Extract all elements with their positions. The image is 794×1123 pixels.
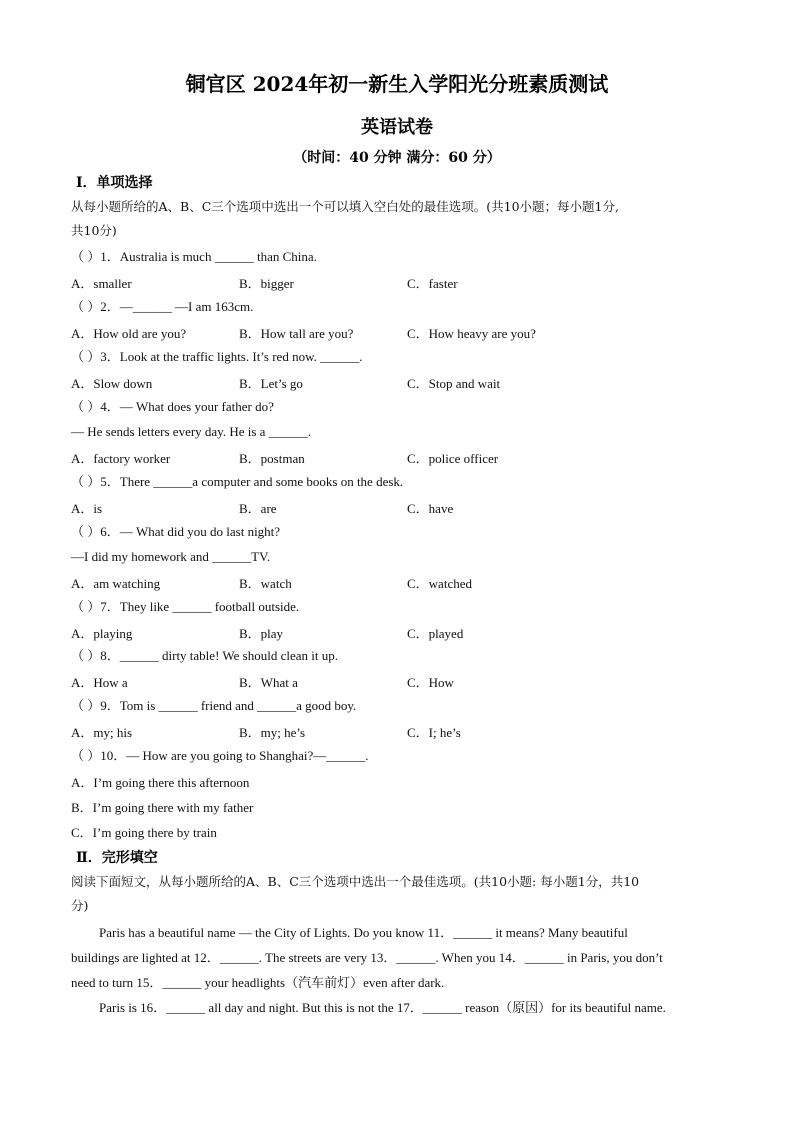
question-stem: （ ）5．There ______a computer and some books on the desk. <box>71 474 404 489</box>
section-heading-cloze: Ⅱ．完形填空 <box>76 850 158 866</box>
option-b[interactable]: B．Let’s go <box>239 376 303 391</box>
option-c[interactable]: C．I’m going there by train <box>71 825 217 840</box>
question-stem: （ ）2．—______ —I am 163cm. <box>71 299 254 314</box>
option-b[interactable]: B．play <box>239 626 284 641</box>
option-c[interactable]: C．How heavy are you? <box>407 326 536 341</box>
question-stem: （ ）8．______ dirty table! We should clean it up. <box>71 648 338 663</box>
passage-line: Paris has a beautiful name — the City of Lights. Do you know 11．______ it means? Many beautiful <box>99 925 628 940</box>
option-c[interactable]: C．How <box>407 675 454 690</box>
question-stem: （ ）10．— How are you going to Shanghai?—______. <box>71 748 369 763</box>
option-c[interactable]: C．have <box>407 501 454 516</box>
question-stem: （ ）6．— What did you do last night? <box>71 524 281 539</box>
question-stem-cont: — He sends letters every day. He is a ______. <box>71 424 311 439</box>
passage-line: Paris is 16．______ all day and night. But this is not the 17．______ reason（原因）for its beautiful name. <box>99 1000 666 1015</box>
option-a[interactable]: A．smaller <box>71 276 132 291</box>
question-stem: （ ）3．Look at the traffic lights. It’s red now. ______. <box>71 349 363 364</box>
section2-instruction-cont: 分) <box>71 898 89 913</box>
option-a[interactable]: A．I’m going there this afternoon <box>71 775 250 790</box>
question-stem: （ ）1．Australia is much ______ than China. <box>71 249 317 264</box>
section1-instruction-cont: 共10分) <box>71 223 117 238</box>
option-c[interactable]: C．Stop and wait <box>407 376 501 391</box>
question-stem: （ ）4．— What does your father do? <box>71 399 274 414</box>
option-a[interactable]: A．factory worker <box>71 451 171 466</box>
option-b[interactable]: B．What a <box>239 675 298 690</box>
option-c[interactable]: C．watched <box>407 576 472 591</box>
option-a[interactable]: A．is <box>71 501 103 516</box>
option-c[interactable]: C．played <box>407 626 464 641</box>
question-stem: （ ）9．Tom is ______ friend and ______a good boy. <box>71 698 357 713</box>
exam-subtitle: 英语试卷 <box>361 117 433 138</box>
option-b[interactable]: B．are <box>239 501 277 516</box>
option-b[interactable]: B．postman <box>239 451 305 466</box>
section-heading-single-choice: Ⅰ．单项选择 <box>76 175 153 191</box>
question-stem: （ ）7．They like ______ football outside. <box>71 599 300 614</box>
exam-meta: （时间：40 分钟 满分：60 分） <box>293 150 501 166</box>
passage-line: need to turn 15．______ your headlights（汽车前灯）even after dark. <box>71 975 445 990</box>
passage-line: buildings are lighted at 12．______. The streets are very 13．______. When you 14．______ in Paris, you don’t <box>71 950 663 965</box>
option-c[interactable]: C．faster <box>407 276 458 291</box>
option-b[interactable]: B．bigger <box>239 276 294 291</box>
option-a[interactable]: A．my; his <box>71 725 133 740</box>
option-b[interactable]: B．watch <box>239 576 292 591</box>
option-a[interactable]: A．How old are you? <box>71 326 187 341</box>
option-b[interactable]: B．I’m going there with my father <box>71 800 254 815</box>
option-a[interactable]: A．Slow down <box>71 376 153 391</box>
exam-title: 铜官区 2024年初一新生入学阳光分班素质测试 <box>185 72 609 96</box>
section2-instruction: 阅读下面短文，从每小题所给的A、B、C三个选项中选出一个最佳选项。(共10小题: 每小题1分，共10 <box>71 874 640 889</box>
option-a[interactable]: A．playing <box>71 626 133 641</box>
section1-instruction: 从每小题所给的A、B、C三个选项中选出一个可以填入空白处的最佳选项。(共10小题；每小题1分, <box>71 199 619 214</box>
option-c[interactable]: C．I; he’s <box>407 725 461 740</box>
option-b[interactable]: B．my; he’s <box>239 725 306 740</box>
option-a[interactable]: A．am watching <box>71 576 161 591</box>
option-c[interactable]: C．police officer <box>407 451 499 466</box>
question-stem-cont: —I did my homework and ______TV. <box>71 549 271 564</box>
option-b[interactable]: B．How tall are you? <box>239 326 354 341</box>
option-a[interactable]: A．How a <box>71 675 128 690</box>
